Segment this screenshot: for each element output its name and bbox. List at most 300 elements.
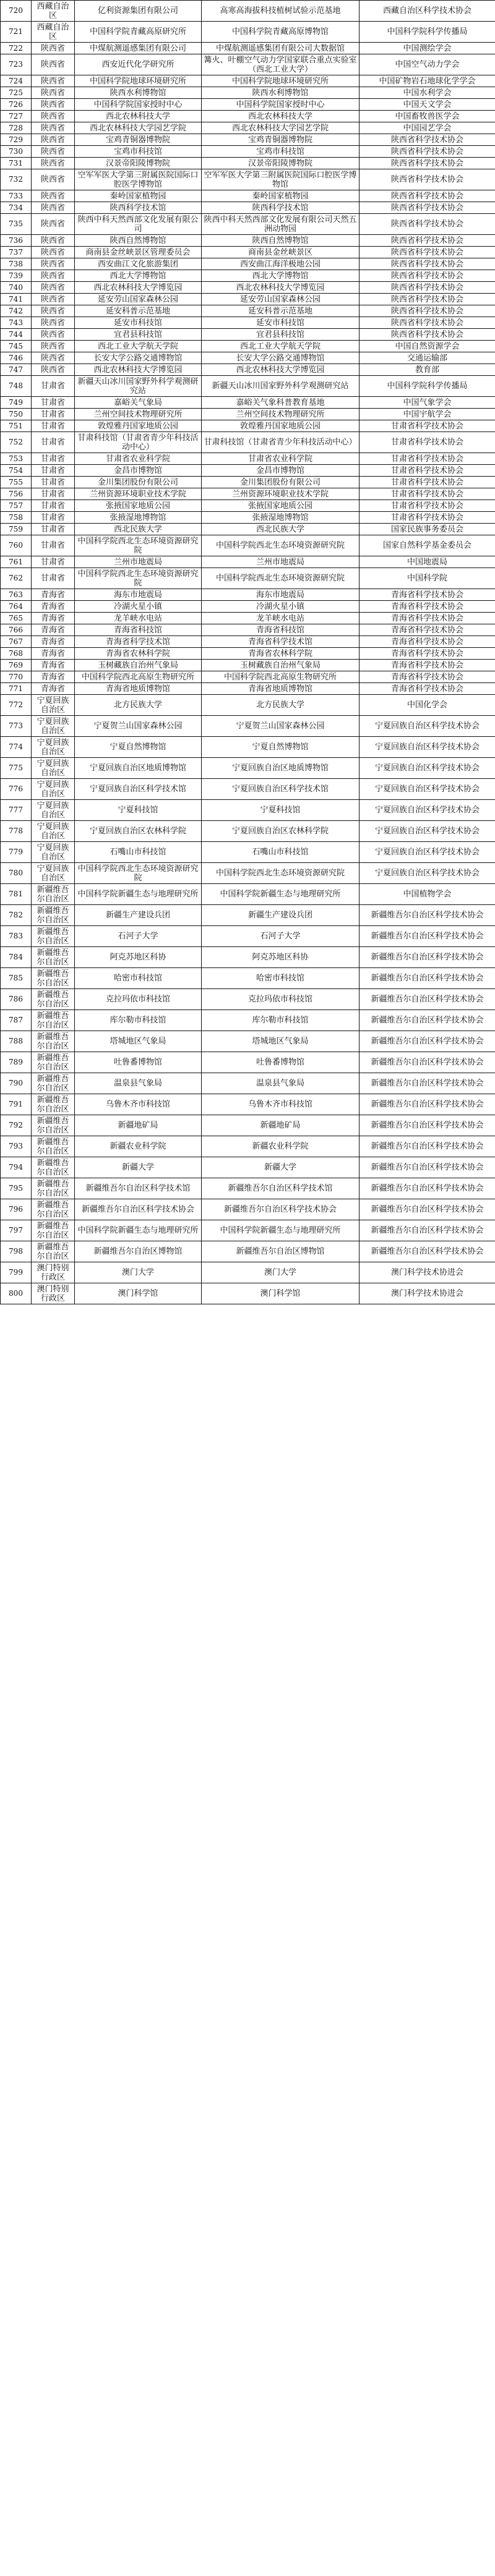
- row-number: 783: [1, 926, 32, 947]
- organizing-unit: 新疆地矿局: [75, 1115, 202, 1136]
- table-row: [1, 695, 495, 716]
- recommending-unit: 西藏自治区科学技术协会: [359, 1, 495, 22]
- base-name: 宁夏贺兰山国家森林公园: [202, 716, 359, 737]
- base-name: 宁夏回族自治区地质博物馆: [202, 758, 359, 779]
- recommending-unit: 新疆维吾尔自治区科学技术协会: [359, 1241, 495, 1262]
- row-number: 769: [1, 660, 32, 671]
- table-row: [1, 683, 495, 695]
- table-row: [1, 636, 495, 648]
- organizing-unit: 库尔勒市科技馆: [75, 1010, 202, 1031]
- base-name: 哈密市科技馆: [202, 968, 359, 989]
- base-name: 阿克苏地区科协: [202, 947, 359, 968]
- table-row: [1, 512, 495, 524]
- recommending-unit: 中国水利学会: [359, 87, 495, 99]
- row-number: 754: [1, 465, 32, 477]
- table-row: [1, 660, 495, 671]
- table-row: [1, 258, 495, 270]
- row-number: 772: [1, 695, 32, 716]
- organizing-unit: 延安劳山国家森林公园: [75, 294, 202, 305]
- province: 青海省: [32, 624, 75, 636]
- base-name: 乌鲁木齐市科技馆: [202, 1094, 359, 1115]
- base-name: 新疆天山冰川国家野外科学观测研究站: [202, 376, 359, 397]
- row-number: 749: [1, 397, 32, 409]
- base-name: 中国科学院西北高原生物研究所: [202, 671, 359, 683]
- base-name: 西北大学博物馆: [202, 270, 359, 282]
- table-row: [1, 1262, 495, 1283]
- recommending-unit: 新疆维吾尔自治区科学技术协会: [359, 1031, 495, 1052]
- province: 新疆维吾尔自治区: [32, 1094, 75, 1115]
- row-number: 778: [1, 821, 32, 842]
- row-number: 797: [1, 1220, 32, 1241]
- table-row: [1, 1178, 495, 1199]
- recommending-unit: 陕西省科学技术协会: [359, 235, 495, 247]
- row-number: 785: [1, 968, 32, 989]
- organizing-unit: 新疆农业科学院: [75, 1136, 202, 1157]
- recommending-unit: 中国科学院科学传播局: [359, 22, 495, 43]
- province: 陕西省: [32, 202, 75, 214]
- recommending-unit: 甘肃省科学技术协会: [359, 465, 495, 477]
- recommending-unit: 澳门科学技术协进会: [359, 1283, 495, 1304]
- organizing-unit: 敦煌雅丹国家地质公园: [75, 420, 202, 432]
- province: 甘肃省: [32, 535, 75, 556]
- row-number: 748: [1, 376, 32, 397]
- organizing-unit: 塔城地区气象局: [75, 1031, 202, 1052]
- province: 甘肃省: [32, 488, 75, 500]
- recommending-unit: 青海省科学技术协会: [359, 613, 495, 624]
- province: 陕西省: [32, 87, 75, 99]
- organizing-unit: 阿克苏地区科协: [75, 947, 202, 968]
- recommending-unit: 新疆维吾尔自治区科学技术协会: [359, 1157, 495, 1178]
- recommending-unit: 新疆维吾尔自治区科学技术协会: [359, 1115, 495, 1136]
- row-number: 736: [1, 235, 32, 247]
- recommending-unit: 陕西省科学技术协会: [359, 190, 495, 202]
- table-row: [1, 671, 495, 683]
- table-row: [1, 1115, 495, 1136]
- row-number: 755: [1, 477, 32, 488]
- recommending-unit: 新疆维吾尔自治区科学技术协会: [359, 1073, 495, 1094]
- recommending-unit: 甘肃省科学技术协会: [359, 477, 495, 488]
- province: 宁夏回族自治区: [32, 821, 75, 842]
- base-name: 塔城地区气象局: [202, 1031, 359, 1052]
- base-name: 嘉峪关气象科普教育基地: [202, 397, 359, 409]
- table-row: [1, 169, 495, 190]
- organizing-unit: 新疆天山冰川国家野外科学观测研究站: [75, 376, 202, 397]
- base-name: 中国科学院西北生态环境资源研究院: [202, 863, 359, 884]
- recommending-unit: 陕西省科学技术协会: [359, 247, 495, 258]
- base-name: 西北农林科技大学园艺学院: [202, 122, 359, 134]
- table-row: [1, 884, 495, 905]
- organizing-unit: 西安曲江文化旅游集团: [75, 258, 202, 270]
- row-number: 728: [1, 122, 32, 134]
- province: 陕西省: [32, 146, 75, 158]
- row-number: 770: [1, 671, 32, 683]
- organizing-unit: 中国科学院西北高原生物研究所: [75, 671, 202, 683]
- province: 陕西省: [32, 258, 75, 270]
- recommending-unit: 宁夏回族自治区科学技术协会: [359, 779, 495, 800]
- province: 宁夏回族自治区: [32, 737, 75, 758]
- recommending-unit: 陕西省科学技术协会: [359, 282, 495, 294]
- row-number: 729: [1, 134, 32, 146]
- table-row: [1, 1199, 495, 1220]
- province: 甘肃省: [32, 376, 75, 397]
- province: 甘肃省: [32, 500, 75, 512]
- recommending-unit: 甘肃省科学技术协会: [359, 420, 495, 432]
- recommending-unit: 陕西省科学技术协会: [359, 270, 495, 282]
- base-name: 玉树藏族自治州气象局: [202, 660, 359, 671]
- province: 新疆维吾尔自治区: [32, 1241, 75, 1262]
- organizing-unit: 嘉峪关气象局: [75, 397, 202, 409]
- recommending-unit: 新疆维吾尔自治区科学技术协会: [359, 926, 495, 947]
- base-name: 中国科学院新疆生态与地理研究所: [202, 884, 359, 905]
- table-row: [1, 43, 495, 54]
- table-row: [1, 453, 495, 465]
- recommending-unit: 交通运输部: [359, 352, 495, 364]
- table-row: [1, 488, 495, 500]
- recommending-unit: 宁夏回族自治区科学技术协会: [359, 863, 495, 884]
- recommending-unit: 中国科学院: [359, 568, 495, 589]
- recommending-unit: 新疆维吾尔自治区科学技术协会: [359, 968, 495, 989]
- row-number: 759: [1, 524, 32, 535]
- province: 新疆维吾尔自治区: [32, 1178, 75, 1199]
- organizing-unit: 龙羊峡水电站: [75, 613, 202, 624]
- table-row: [1, 601, 495, 613]
- row-number: 725: [1, 87, 32, 99]
- base-name: 陕西科学技术馆: [202, 202, 359, 214]
- province: 陕西省: [32, 54, 75, 75]
- recommending-unit: 中国测绘学会: [359, 43, 495, 54]
- organizing-unit: 青海省农林科学院: [75, 648, 202, 660]
- table-row: [1, 99, 495, 111]
- province: 新疆维吾尔自治区: [32, 1052, 75, 1073]
- table-row: [1, 863, 495, 884]
- recommending-unit: 新疆维吾尔自治区科学技术协会: [359, 947, 495, 968]
- organizing-unit: 陕西科学技术馆: [75, 202, 202, 214]
- row-number: 742: [1, 305, 32, 317]
- recommending-unit: 青海省科学技术协会: [359, 636, 495, 648]
- organizing-unit: 哈密市科技馆: [75, 968, 202, 989]
- table-row: [1, 294, 495, 305]
- recommending-unit: 甘肃省科学技术协会: [359, 500, 495, 512]
- organizing-unit: 新疆大学: [75, 1157, 202, 1178]
- table-row: [1, 500, 495, 512]
- organizing-unit: 石河子大学: [75, 926, 202, 947]
- province: 新疆维吾尔自治区: [32, 1031, 75, 1052]
- province: 新疆维吾尔自治区: [32, 884, 75, 905]
- base-name: 甘肃科技馆（甘肃省青少年科技活动中心）: [202, 432, 359, 453]
- organizing-unit: 青海省科学技术馆: [75, 636, 202, 648]
- base-name: 中国科学院青藏高原博物馆: [202, 22, 359, 43]
- recommending-unit: 宁夏回族自治区科学技术协会: [359, 821, 495, 842]
- organizing-unit: 商南县金丝峡景区管理委员会: [75, 247, 202, 258]
- recommending-unit: 新疆维吾尔自治区科学技术协会: [359, 989, 495, 1010]
- recommending-unit: 青海省科学技术协会: [359, 683, 495, 695]
- organizing-unit: 青海省地质博物馆: [75, 683, 202, 695]
- organizing-unit: 宝鸡青铜器博物院: [75, 134, 202, 146]
- organizing-unit: 亿利资源集团有限公司: [75, 1, 202, 22]
- province: 陕西省: [32, 214, 75, 235]
- base-name: 西北工业大学航天学院: [202, 341, 359, 352]
- table-row: [1, 989, 495, 1010]
- organizing-unit: 西北工业大学航天学院: [75, 341, 202, 352]
- base-name: 新疆农业科学院: [202, 1136, 359, 1157]
- province: 新疆维吾尔自治区: [32, 947, 75, 968]
- base-name: 澳门大学: [202, 1262, 359, 1283]
- organizing-unit: 陕西水利博物馆: [75, 87, 202, 99]
- table-row: [1, 1136, 495, 1157]
- row-number: 784: [1, 947, 32, 968]
- province: 陕西省: [32, 317, 75, 329]
- row-number: 795: [1, 1178, 32, 1199]
- table-row: [1, 842, 495, 863]
- row-number: 777: [1, 800, 32, 821]
- province: 青海省: [32, 648, 75, 660]
- province: 青海省: [32, 671, 75, 683]
- base-name: 张掖国家地质公园: [202, 500, 359, 512]
- base-name: 澳门科学馆: [202, 1283, 359, 1304]
- table-row: [1, 947, 495, 968]
- base-name: 青海省科技馆: [202, 624, 359, 636]
- organizing-unit: 新疆生产建设兵团: [75, 905, 202, 926]
- row-number: 790: [1, 1073, 32, 1094]
- row-number: 752: [1, 432, 32, 453]
- base-name: 金昌市博物馆: [202, 465, 359, 477]
- organizing-unit: 兰州空间技术物理研究所: [75, 409, 202, 420]
- recommending-unit: 陕西省科学技术协会: [359, 158, 495, 169]
- base-name: 北方民族大学: [202, 695, 359, 716]
- recommending-unit: 国家自然科学基金委员会: [359, 535, 495, 556]
- base-name: 长安大学公路交通博物馆: [202, 352, 359, 364]
- province: 新疆维吾尔自治区: [32, 1199, 75, 1220]
- base-name: 敦煌雅丹国家地质公园: [202, 420, 359, 432]
- province: 新疆维吾尔自治区: [32, 1157, 75, 1178]
- table-row: [1, 758, 495, 779]
- organizing-unit: 陕西自然博物馆: [75, 235, 202, 247]
- table-row: [1, 524, 495, 535]
- base-name: 冷湖火星小镇: [202, 601, 359, 613]
- row-number: 788: [1, 1031, 32, 1052]
- table-body: [1, 1, 495, 1304]
- row-number: 774: [1, 737, 32, 758]
- row-number: 773: [1, 716, 32, 737]
- row-number: 727: [1, 111, 32, 122]
- base-name: 克拉玛依市科技馆: [202, 989, 359, 1010]
- base-name: 吐鲁番博物馆: [202, 1052, 359, 1073]
- table-row: [1, 235, 495, 247]
- row-number: 747: [1, 364, 32, 376]
- table-row: [1, 376, 495, 397]
- province: 甘肃省: [32, 524, 75, 535]
- row-number: 775: [1, 758, 32, 779]
- recommending-unit: 中国天文学会: [359, 99, 495, 111]
- province: 陕西省: [32, 190, 75, 202]
- recommending-unit: 宁夏回族自治区科学技术协会: [359, 758, 495, 779]
- table-row: [1, 589, 495, 601]
- recommending-unit: 新疆维吾尔自治区科学技术协会: [359, 1094, 495, 1115]
- organizing-unit: 吐鲁番博物馆: [75, 1052, 202, 1073]
- base-name: 青海省科学技术馆: [202, 636, 359, 648]
- base-name: 新疆地矿局: [202, 1115, 359, 1136]
- recommending-unit: 青海省科学技术协会: [359, 589, 495, 601]
- organizing-unit: 西北农林科技大学园艺学院: [75, 122, 202, 134]
- base-name: 海东市地震局: [202, 589, 359, 601]
- row-number: 734: [1, 202, 32, 214]
- base-name: 金川集团股份有限公司: [202, 477, 359, 488]
- recommending-unit: 新疆维吾尔自治区科学技术协会: [359, 1199, 495, 1220]
- table-row: [1, 779, 495, 800]
- province: 澳门特别行政区: [32, 1262, 75, 1283]
- row-number: 792: [1, 1115, 32, 1136]
- province: 青海省: [32, 589, 75, 601]
- province: 陕西省: [32, 270, 75, 282]
- organizing-unit: 宝鸡市科技馆: [75, 146, 202, 158]
- base-name: 延安市科技馆: [202, 317, 359, 329]
- table-row: [1, 800, 495, 821]
- organizing-unit: 张掖湿地博物馆: [75, 512, 202, 524]
- table-row: [1, 75, 495, 87]
- province: 甘肃省: [32, 477, 75, 488]
- row-number: 766: [1, 624, 32, 636]
- organizing-unit: 汉景帝阳陵博物院: [75, 158, 202, 169]
- base-name: 宝鸡青铜器博物院: [202, 134, 359, 146]
- recommending-unit: 新疆维吾尔自治区科学技术协会: [359, 1178, 495, 1199]
- row-number: 780: [1, 863, 32, 884]
- base-name: 西北农林科技大学: [202, 111, 359, 122]
- row-number: 761: [1, 556, 32, 568]
- table-row: [1, 1, 495, 22]
- table-row: [1, 556, 495, 568]
- row-number: 739: [1, 270, 32, 282]
- organizing-unit: 甘肃省农业科学院: [75, 453, 202, 465]
- province: 甘肃省: [32, 409, 75, 420]
- table-row: [1, 87, 495, 99]
- table-row: [1, 111, 495, 122]
- row-number: 724: [1, 75, 32, 87]
- province: 陕西省: [32, 158, 75, 169]
- province: 陕西省: [32, 282, 75, 294]
- table-row: [1, 158, 495, 169]
- organizing-unit: 中煤航测遥感集团有限公司: [75, 43, 202, 54]
- row-number: 763: [1, 589, 32, 601]
- row-number: 726: [1, 99, 32, 111]
- table-row: [1, 535, 495, 556]
- province: 陕西省: [32, 111, 75, 122]
- recommending-unit: 新疆维吾尔自治区科学技术协会: [359, 905, 495, 926]
- table-row: [1, 1283, 495, 1304]
- table-row: [1, 54, 495, 75]
- recommending-unit: 陕西省科学技术协会: [359, 146, 495, 158]
- table-row: [1, 409, 495, 420]
- row-number: 721: [1, 22, 32, 43]
- organizing-unit: 西北大学博物馆: [75, 270, 202, 282]
- recommending-unit: 宁夏回族自治区科学技术协会: [359, 737, 495, 758]
- base-name: 秦岭国家植物园: [202, 190, 359, 202]
- row-number: 793: [1, 1136, 32, 1157]
- province: 青海省: [32, 601, 75, 613]
- organizing-unit: 中国科学院西北生态环境资源研究院: [75, 535, 202, 556]
- recommending-unit: 陕西省科学技术协会: [359, 202, 495, 214]
- table-row: [1, 1241, 495, 1262]
- recommending-unit: 中国空气动力学会: [359, 54, 495, 75]
- table-row: [1, 1094, 495, 1115]
- row-number: 800: [1, 1283, 32, 1304]
- base-name: 延安劳山国家森林公园: [202, 294, 359, 305]
- province: 青海省: [32, 683, 75, 695]
- table-row: [1, 1220, 495, 1241]
- recommending-unit: 宁夏回族自治区科学技术协会: [359, 800, 495, 821]
- row-number: 791: [1, 1094, 32, 1115]
- organizing-unit: 金昌市博物馆: [75, 465, 202, 477]
- organizing-unit: 玉树藏族自治州气象局: [75, 660, 202, 671]
- recommending-unit: 陕西省科学技术协会: [359, 294, 495, 305]
- recommending-unit: 中国矿物岩石地球化学学会: [359, 75, 495, 87]
- organizing-unit: 陕西中科天然西部文化发展有限公司: [75, 214, 202, 235]
- recommending-unit: 甘肃省科学技术协会: [359, 453, 495, 465]
- province: 甘肃省: [32, 568, 75, 589]
- recommending-unit: 陕西省科学技术协会: [359, 305, 495, 317]
- row-number: 723: [1, 54, 32, 75]
- row-number: 732: [1, 169, 32, 190]
- row-number: 794: [1, 1157, 32, 1178]
- base-name: 甘肃省农业科学院: [202, 453, 359, 465]
- row-number: 768: [1, 648, 32, 660]
- recommending-unit: 青海省科学技术协会: [359, 671, 495, 683]
- recommending-unit: 新疆维吾尔自治区科学技术协会: [359, 1220, 495, 1241]
- row-number: 743: [1, 317, 32, 329]
- organizing-unit: 宜君县科技馆: [75, 329, 202, 341]
- base-name: 新疆维吾尔自治区博物馆: [202, 1241, 359, 1262]
- organizing-unit: 中国科学院青藏高原研究所: [75, 22, 202, 43]
- table-row: [1, 465, 495, 477]
- table-row: [1, 737, 495, 758]
- base-name: 陕西水利博物馆: [202, 87, 359, 99]
- province: 甘肃省: [32, 453, 75, 465]
- row-number: 733: [1, 190, 32, 202]
- province: 陕西省: [32, 99, 75, 111]
- table-row: [1, 282, 495, 294]
- base-name: 汉景帝阳陵博物院: [202, 158, 359, 169]
- base-name: 兰州空间技术物理研究所: [202, 409, 359, 420]
- province: 青海省: [32, 613, 75, 624]
- row-number: 787: [1, 1010, 32, 1031]
- base-name: 篝火、叶棚空气动力学国家联合重点实验室（西北工业大学）: [202, 54, 359, 75]
- province: 青海省: [32, 660, 75, 671]
- province: 青海省: [32, 636, 75, 648]
- table-row: [1, 190, 495, 202]
- base-name: 高寒高海拔科技植树试验示范基地: [202, 1, 359, 22]
- base-name: 新疆生产建设兵团: [202, 905, 359, 926]
- base-name: 宁夏回族自治区科学技术馆: [202, 779, 359, 800]
- recommending-unit: 中国化学会: [359, 695, 495, 716]
- recommending-unit: 中国自然资源学会: [359, 341, 495, 352]
- province: 新疆维吾尔自治区: [32, 1220, 75, 1241]
- row-number: 741: [1, 294, 32, 305]
- base-name: 中国科学院国家授时中心: [202, 99, 359, 111]
- table-row: [1, 247, 495, 258]
- row-number: 764: [1, 601, 32, 613]
- province: 西藏自治区: [32, 22, 75, 43]
- base-name: 龙羊峡水电站: [202, 613, 359, 624]
- row-number: 750: [1, 409, 32, 420]
- province: 陕西省: [32, 122, 75, 134]
- province: 新疆维吾尔自治区: [32, 1136, 75, 1157]
- base-name: 中国科学院地球环境研究所: [202, 75, 359, 87]
- organizing-unit: 兰州资源环境职业技术学院: [75, 488, 202, 500]
- organizing-unit: 青海省科技馆: [75, 624, 202, 636]
- row-number: 760: [1, 535, 32, 556]
- row-number: 789: [1, 1052, 32, 1073]
- base-name: 温泉县气象局: [202, 1073, 359, 1094]
- row-number: 762: [1, 568, 32, 589]
